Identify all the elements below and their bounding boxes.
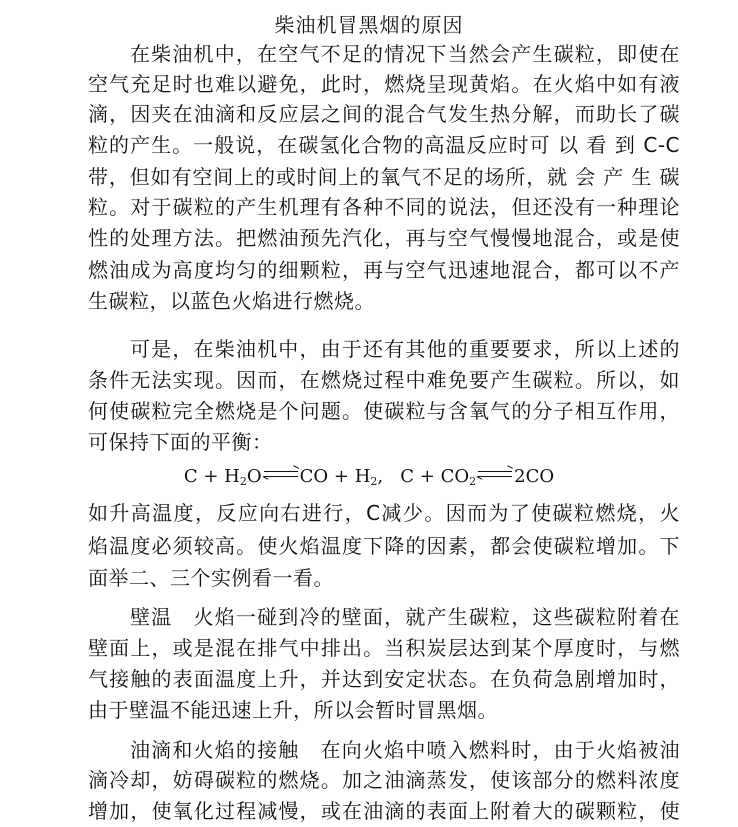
paragraph1-line: 生碳粒，以蓝色火焰进行燃烧。 [88, 289, 375, 313]
paragraph5-line: 增加，使氧化过程减慢，或在油滴的表面上附着大的碳颗粒，使 [88, 799, 680, 823]
paragraph3-line: 焰温度必须较高。使火焰温度下降的因素，都会使碳粒增加。下 [88, 534, 680, 558]
paragraph1-line: 带，但如有空间上的或时间上的氧气不足的场所，就 会 产 生 碳 [88, 165, 680, 189]
paragraph5-line: 油滴和火焰的接触 在向火焰中喷入燃料时，由于火焰被油 [130, 738, 680, 762]
paragraph1-line: 空气充足时也难以避免，此时，燃烧呈现黄焰。在火焰中如有液 [88, 72, 680, 96]
equilibrium-arrow-icon [264, 468, 298, 480]
equation-term: O [246, 466, 262, 487]
paragraph4-line: 气接触的表面温度上升，并达到安定状态。在负荷急剧增加时， [88, 667, 680, 691]
paragraph4-line: 由于壁温不能迅速上升，所以会暂时冒黑烟。 [88, 698, 498, 722]
paragraph3-line: 面举二、三个实例看一看。 [88, 566, 334, 590]
paragraph4-line: 壁温 火焰一碰到冷的壁面，就产生碳粒，这些碳粒附着在 [130, 605, 680, 629]
paragraph2-line: 条件无法实现。因而，在燃烧过程中难免要产生碳粒。所以，如 [88, 368, 680, 392]
paragraph2-line: 何使碳粒完全燃烧是个问题。使碳粒与含氧气的分子相互作用， [88, 399, 680, 423]
paragraph1-line: 粒的产生。一般说，在碳氢化合物的高温反应时可 以 看 到 C-C [88, 133, 680, 157]
paragraph1-line: 燃油成为高度均匀的细颗粒，再与空气迅速地混合，都可以不产 [88, 258, 680, 282]
paragraph3-line: 如升高温度，反应向右进行，C减少。因而为了使碳粒燃烧，火 [88, 501, 680, 525]
equation-term: C + H [183, 466, 240, 487]
paragraph1-line: 滴，因夹在油滴和反应层之间的混合气发生热分解，而助长了碳 [88, 102, 680, 126]
paragraph4-line: 壁面上，或是混在排气中排出。当积炭层达到某个厚度时，与燃 [88, 636, 680, 660]
page-title: 柴油机冒黑烟的原因 [274, 13, 464, 37]
paragraph1-line: 在柴油机中，在空气不足的情况下当然会产生碳粒，即使在 [130, 42, 680, 66]
equation-term: , C + CO [377, 466, 470, 487]
equation-subscript: 2 [370, 475, 378, 488]
equation-subscript: 2 [469, 475, 477, 488]
paragraph2-line: 可是，在柴油机中，由于还有其他的重要要求，所以上述的 [130, 337, 680, 361]
paragraph1-line: 性的处理方法。把燃油预先汽化，再与空气慢慢地混合，或是使 [88, 226, 680, 250]
equation-term: 2CO [514, 466, 555, 487]
paragraph1-line: 粒。对于碳粒的产生机理有各种不同的说法，但还没有一种理论 [88, 195, 680, 219]
equation-subscript: 2 [239, 475, 247, 488]
paragraph2-line: 可保持下面的平衡： [88, 430, 273, 454]
equilibrium-equation [0, 463, 738, 491]
equation-term: CO + H [299, 466, 371, 487]
paragraph5-line: 滴冷却，妨碍碳粒的燃烧。加之油滴蒸发，使该部分的燃料浓度 [88, 768, 680, 792]
equilibrium-arrow-icon [478, 468, 512, 480]
